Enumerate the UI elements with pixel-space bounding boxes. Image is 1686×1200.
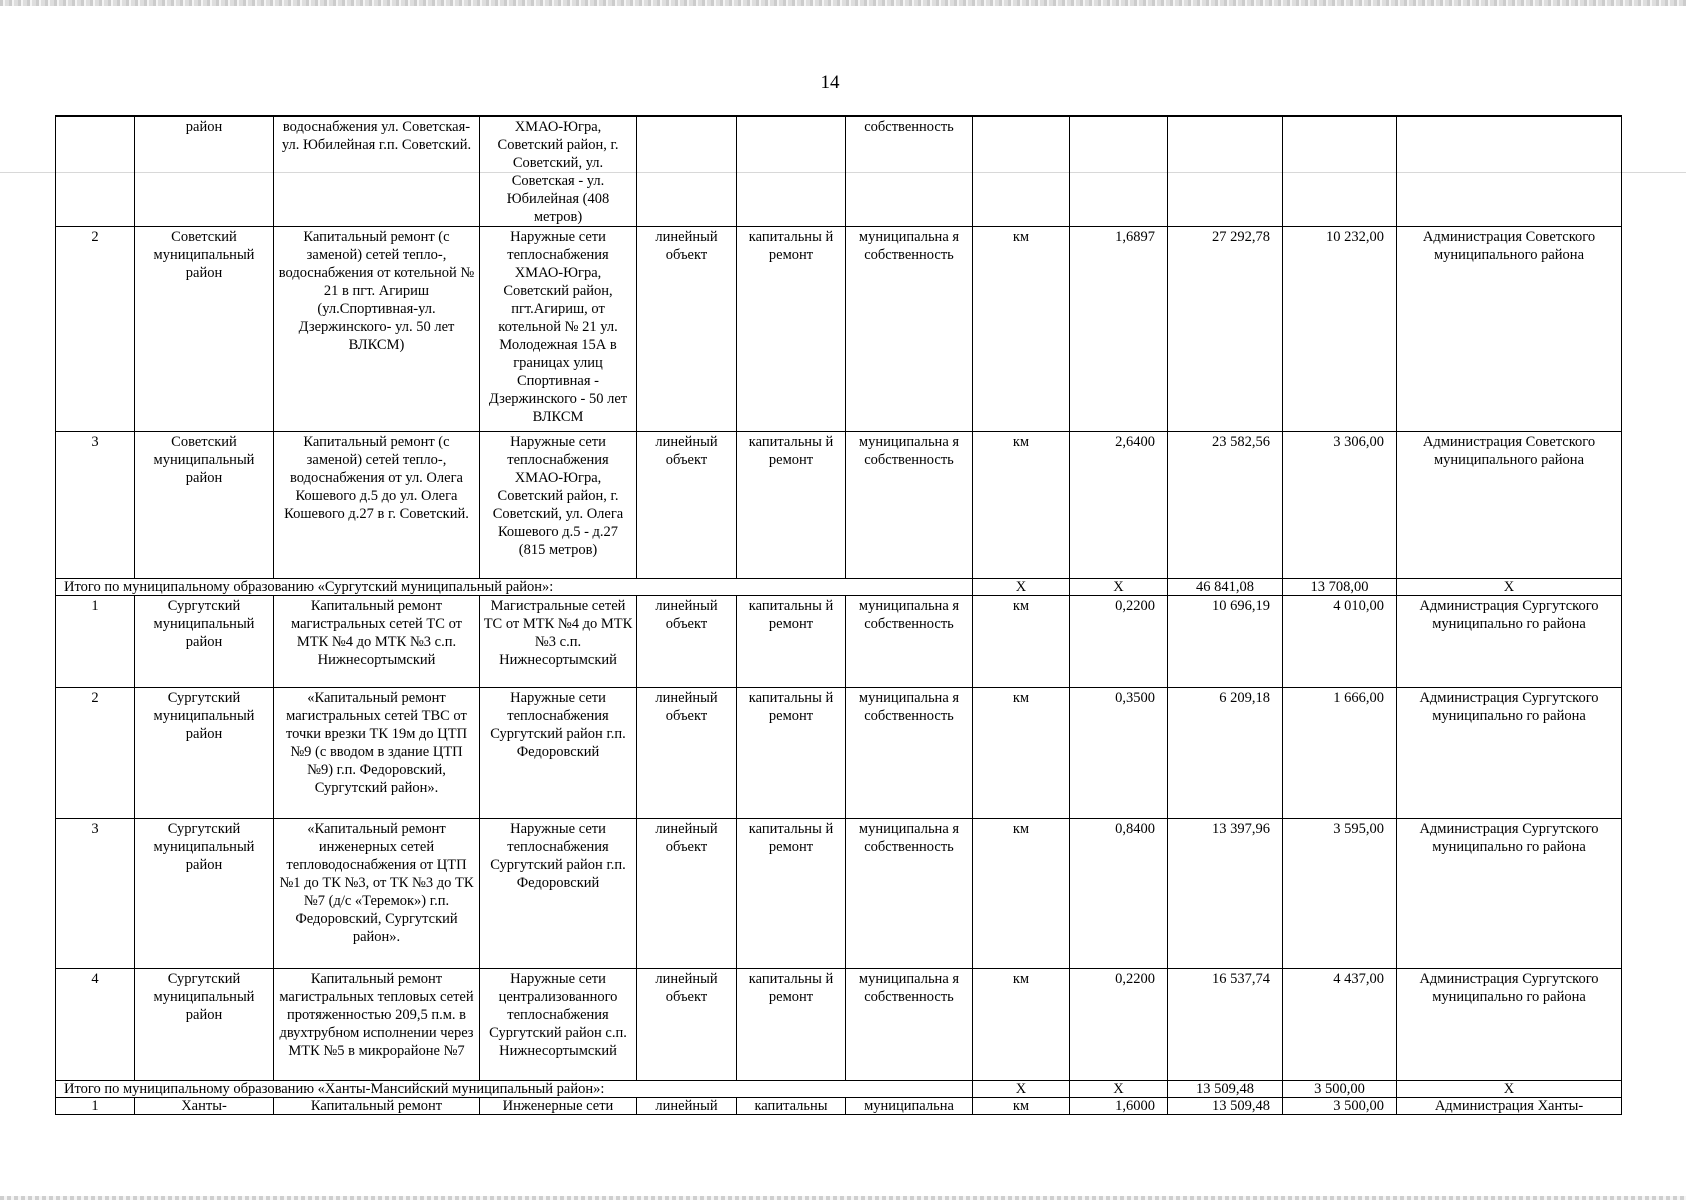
cell-qty: 0,8400 [1070, 819, 1168, 969]
cell-customer: Х [1397, 1081, 1622, 1098]
table-row [56, 432, 1622, 579]
cell-total: 13 397,96 [1168, 819, 1283, 969]
cell-object: Наружные сети теплоснабжения ХМАО-Югра, Советский район, пгт.Агириш, от котельной № 21 ул. Молодежная 15А в границах улиц Спортивная - Дзержинского - 50 лет ВЛКСМ [480, 227, 637, 432]
cell-ownership: муниципальна я собственность [846, 432, 973, 579]
cell-fund: 4 437,00 [1283, 969, 1397, 1081]
cell-qty: 1,6897 [1070, 227, 1168, 432]
cell-kind: линейный объект [637, 819, 737, 969]
cell-work-type [737, 116, 846, 227]
cell-num: 1 [56, 596, 135, 688]
subtotal-row [56, 579, 1622, 596]
cell-ownership: собственность [846, 116, 973, 227]
cell-work-type: капитальны й ремонт [737, 819, 846, 969]
cell-num: 3 [56, 432, 135, 579]
cell-fund [1283, 116, 1397, 227]
cell-object: Наружные сети теплоснабжения ХМАО-Югра, Советский район, г. Советский, ул. Олега Кошевого д.5 - д.27 (815 метров) [480, 432, 637, 579]
cell-work: Капитальный ремонт магистральных тепловых сетей протяженностью 209,5 п.м. в двухтрубном исполнении через МТК №5 в микрорайоне №7 [274, 969, 480, 1081]
cell-work: «Капитальный ремонт магистральных сетей ТВС от точки врезки ТК 19м до ЦТП №9 (с вводом в здание ЦТП №9) г.п. Федоровский, Сургутский район». [274, 688, 480, 819]
cell-num: 3 [56, 819, 135, 969]
subtotal-label: Итого по муниципальному образованию «Ханты-Мансийский муниципальный район»: [56, 1081, 973, 1098]
cell-fund: 3 306,00 [1283, 432, 1397, 579]
cell-object: Наружные сети теплоснабжения Сургутский район г.п. Федоровский [480, 688, 637, 819]
cell-work: Капитальный ремонт магистральных сетей ТС от МТК №4 до МТК №3 с.п. Нижнесортымский [274, 596, 480, 688]
table-row [56, 688, 1622, 819]
cell-object: ХМАО-Югра, Советский район, г. Советский, ул. Советская - ул. Юбилейная (408 метров) [480, 116, 637, 227]
cell-num: 1 [56, 1098, 135, 1115]
cell-kind: линейный объект [637, 969, 737, 1081]
cell-work: «Капитальный ремонт инженерных сетей тепловодоснабжения от ЦТП №1 до ТК №3, от ТК №3 до ТК №7 (д/с «Теремок») г.п. Федоровский, Сургутский район». [274, 819, 480, 969]
table-row [56, 227, 1622, 432]
cell-customer: Администрация Ханты- [1397, 1098, 1622, 1115]
page-number: 14 [820, 72, 840, 93]
cell-kind [637, 116, 737, 227]
scan-edge-bottom [0, 1196, 1686, 1200]
cell-customer: Администрация Сургутского муниципально го района [1397, 596, 1622, 688]
cell-work: Капитальный ремонт (с заменой) сетей тепло-, водоснабжения от ул. Олега Кошевого д.5 до ул. Олега Кошевого д.27 в г. Советский. [274, 432, 480, 579]
subtotal-row [56, 1081, 1622, 1098]
cell-total: 27 292,78 [1168, 227, 1283, 432]
cell-unit [973, 116, 1070, 227]
cell-fund: 3 595,00 [1283, 819, 1397, 969]
cell-municipality: Сургутский муниципальный район [135, 819, 274, 969]
capital-repair-table [55, 115, 1622, 1115]
cell-total [1168, 116, 1283, 227]
cell-work: Капитальный ремонт (с заменой) сетей тепло-, водоснабжения от котельной № 21 в пгт. Агириш (ул.Спортивная-ул. Дзержинского- ул. 50 лет ВЛКСМ) [274, 227, 480, 432]
cell-qty: 2,6400 [1070, 432, 1168, 579]
cell-unit: км [973, 432, 1070, 579]
cell-num [56, 116, 135, 227]
cell-num: 2 [56, 227, 135, 432]
cell-fund: 10 232,00 [1283, 227, 1397, 432]
cell-ownership: муниципальна я собственность [846, 227, 973, 432]
cell-unit: км [973, 227, 1070, 432]
cell-unit: км [973, 596, 1070, 688]
cell-municipality: Сургутский муниципальный район [135, 969, 274, 1081]
cell-ownership: муниципальна я собственность [846, 969, 973, 1081]
table-row [56, 596, 1622, 688]
cell-unit: Х [973, 1081, 1070, 1098]
cell-customer: Администрация Советского муниципального района [1397, 432, 1622, 579]
cell-municipality: Сургутский муниципальный район [135, 688, 274, 819]
cell-total: 13 509,48 [1168, 1081, 1283, 1098]
cell-ownership: муниципальна я собственность [846, 819, 973, 969]
cell-qty: 1,6000 [1070, 1098, 1168, 1115]
cell-municipality: Сургутский муниципальный район [135, 596, 274, 688]
table-row [56, 1098, 1622, 1115]
cell-unit: км [973, 969, 1070, 1081]
cell-customer: Администрация Сургутского муниципально го района [1397, 819, 1622, 969]
cell-kind: линейный объект [637, 432, 737, 579]
cell-ownership: муниципальна [846, 1098, 973, 1115]
cell-qty: Х [1070, 579, 1168, 596]
cell-total: 46 841,08 [1168, 579, 1283, 596]
cell-qty: Х [1070, 1081, 1168, 1098]
cell-total: 10 696,19 [1168, 596, 1283, 688]
cell-fund: 1 666,00 [1283, 688, 1397, 819]
table-row [56, 969, 1622, 1081]
cell-unit: Х [973, 579, 1070, 596]
cell-unit: км [973, 819, 1070, 969]
cell-work-type: капитальны й ремонт [737, 227, 846, 432]
cell-unit: км [973, 1098, 1070, 1115]
cell-qty [1070, 116, 1168, 227]
cell-total: 16 537,74 [1168, 969, 1283, 1081]
cell-municipality: Ханты- [135, 1098, 274, 1115]
cell-total: 13 509,48 [1168, 1098, 1283, 1115]
cell-fund: 4 010,00 [1283, 596, 1397, 688]
cell-customer: Администрация Сургутского муниципально го района [1397, 969, 1622, 1081]
cell-qty: 0,2200 [1070, 596, 1168, 688]
cell-fund: 13 708,00 [1283, 579, 1397, 596]
subtotal-label: Итого по муниципальному образованию «Сургутский муниципальный район»: [56, 579, 973, 596]
cell-municipality: район [135, 116, 274, 227]
cell-work-type: капитальны й ремонт [737, 969, 846, 1081]
cell-num: 4 [56, 969, 135, 1081]
cell-customer: Администрация Сургутского муниципально го района [1397, 688, 1622, 819]
cell-work: водоснабжения ул. Советская-ул. Юбилейная г.п. Советский. [274, 116, 480, 227]
table-row [56, 116, 1622, 227]
cell-unit: км [973, 688, 1070, 819]
cell-municipality: Советский муниципальный район [135, 432, 274, 579]
cell-fund: 3 500,00 [1283, 1098, 1397, 1115]
cell-work-type: капитальны [737, 1098, 846, 1115]
cell-customer: Администрация Советского муниципального района [1397, 227, 1622, 432]
cell-municipality: Советский муниципальный район [135, 227, 274, 432]
cell-num: 2 [56, 688, 135, 819]
cell-object: Инженерные сети [480, 1098, 637, 1115]
table-row [56, 819, 1622, 969]
cell-total: 6 209,18 [1168, 688, 1283, 819]
cell-customer [1397, 116, 1622, 227]
cell-qty: 0,2200 [1070, 969, 1168, 1081]
cell-kind: линейный [637, 1098, 737, 1115]
scan-edge-top [0, 0, 1686, 6]
cell-kind: линейный объект [637, 688, 737, 819]
cell-qty: 0,3500 [1070, 688, 1168, 819]
cell-ownership: муниципальна я собственность [846, 688, 973, 819]
cell-kind: линейный объект [637, 596, 737, 688]
cell-ownership: муниципальна я собственность [846, 596, 973, 688]
cell-total: 23 582,56 [1168, 432, 1283, 579]
cell-object: Наружные сети теплоснабжения Сургутский район г.п. Федоровский [480, 819, 637, 969]
cell-object: Наружные сети централизованного теплоснабжения Сургутский район с.п. Нижнесортымский [480, 969, 637, 1081]
cell-fund: 3 500,00 [1283, 1081, 1397, 1098]
cell-work-type: капитальны й ремонт [737, 596, 846, 688]
cell-work-type: капитальны й ремонт [737, 688, 846, 819]
cell-object: Магистральные сетей ТС от МТК №4 до МТК №3 с.п. Нижнесортымский [480, 596, 637, 688]
cell-work: Капитальный ремонт [274, 1098, 480, 1115]
cell-kind: линейный объект [637, 227, 737, 432]
cell-work-type: капитальны й ремонт [737, 432, 846, 579]
cell-customer: Х [1397, 579, 1622, 596]
